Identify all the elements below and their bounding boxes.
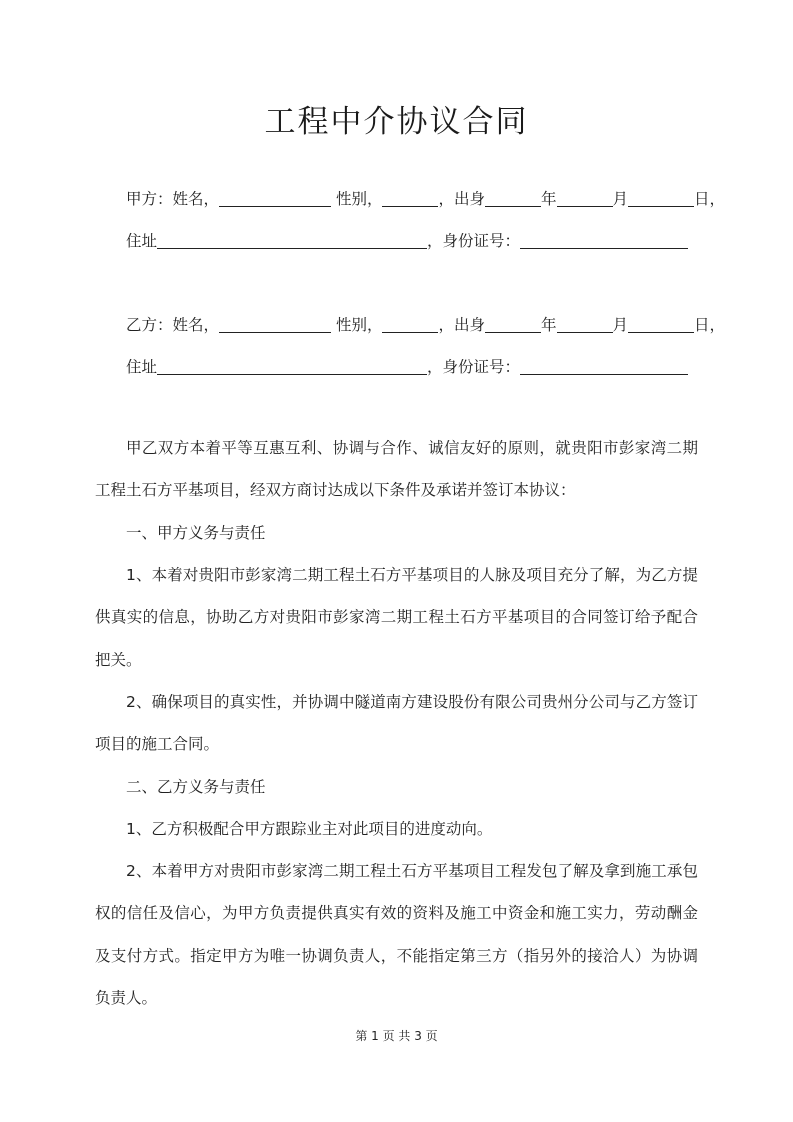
party-b-month-blank	[557, 316, 613, 333]
party-a-gender-label: 性别，	[335, 190, 383, 208]
section2-heading: 二、乙方义务与责任	[126, 778, 266, 796]
party-a-name-blank	[219, 190, 331, 207]
party-a-month-blank	[557, 190, 613, 207]
party-b-day-blank	[628, 316, 694, 333]
party-a-gender-blank	[382, 190, 438, 207]
party-a-name-label: 甲方：姓名，	[126, 190, 220, 208]
party-a-birth-label: ，出身	[438, 190, 485, 208]
section1-heading: 一、甲方义务与责任	[126, 524, 266, 542]
party-a-day-label: 日，	[694, 190, 726, 208]
party-b-gender-label: 性别，	[335, 316, 383, 334]
party-a-address-blank	[157, 232, 427, 249]
party-a-year-label: 年	[540, 190, 557, 208]
party-b-address-label: 住址	[126, 358, 158, 376]
section2-item1: 1、乙方积极配合甲方跟踪业主对此项目的进度动向。	[126, 820, 493, 838]
party-a-day-blank	[628, 190, 694, 207]
party-a-info-line	[126, 188, 726, 210]
document-title: 工程中介协议合同	[264, 104, 529, 140]
party-a-address-line	[126, 230, 697, 252]
party-b-year-blank	[485, 316, 541, 333]
party-b-month-label: 月	[612, 316, 629, 334]
party-b-year-label: 年	[540, 316, 557, 334]
section1-item2: 2、确保项目的真实性，并协调中隧道南方建设股份有限公司贵州分公司与乙方签订项目的施工合同。	[95, 693, 698, 754]
party-a-id-label: ，身份证号：	[427, 232, 521, 250]
party-b-birth-label: ，出身	[438, 316, 485, 334]
party-b-name-blank	[219, 316, 331, 333]
party-b-gender-blank	[382, 316, 438, 333]
party-b-info-line	[126, 314, 726, 336]
party-a-month-label: 月	[612, 190, 629, 208]
party-b-address-line	[126, 356, 697, 378]
party-b-name-label: 乙方：姓名，	[126, 316, 220, 334]
party-b-address-blank	[157, 358, 427, 375]
party-b-day-label: 日，	[694, 316, 726, 334]
party-a-year-blank	[485, 190, 541, 207]
intro-paragraph: 甲乙双方本着平等互惠互利、协调与合作、诚信友好的原则，就贵阳市彭家湾二期工程土石方平基项目，经双方商讨达成以下条件及承诺并签订本协议：	[95, 439, 698, 500]
party-b-id-label: ，身份证号：	[427, 358, 521, 376]
section2-item2: 2、本着甲方对贵阳市彭家湾二期工程土石方平基项目工程发包了解及拿到施工承包权的信任及信心，为甲方负责提供真实有效的资料及施工中资金和施工实力，劳动酬金及支付方式。指定甲方为唯一协调负责人，不能指定第三方（指另外的接洽人）为协调负责人。	[95, 862, 698, 1007]
party-a-address-label: 住址	[126, 232, 158, 250]
page-footer: 第 1 页 共 3 页	[355, 1029, 438, 1043]
section1-item1: 1、本着对贵阳市彭家湾二期工程土石方平基项目的人脉及项目充分了解，为乙方提供真实的信息，协助乙方对贵阳市彭家湾二期工程土石方平基项目的合同签订给予配合把关。	[95, 566, 698, 669]
party-b-id-blank	[520, 358, 688, 375]
party-a-id-blank	[520, 232, 688, 249]
